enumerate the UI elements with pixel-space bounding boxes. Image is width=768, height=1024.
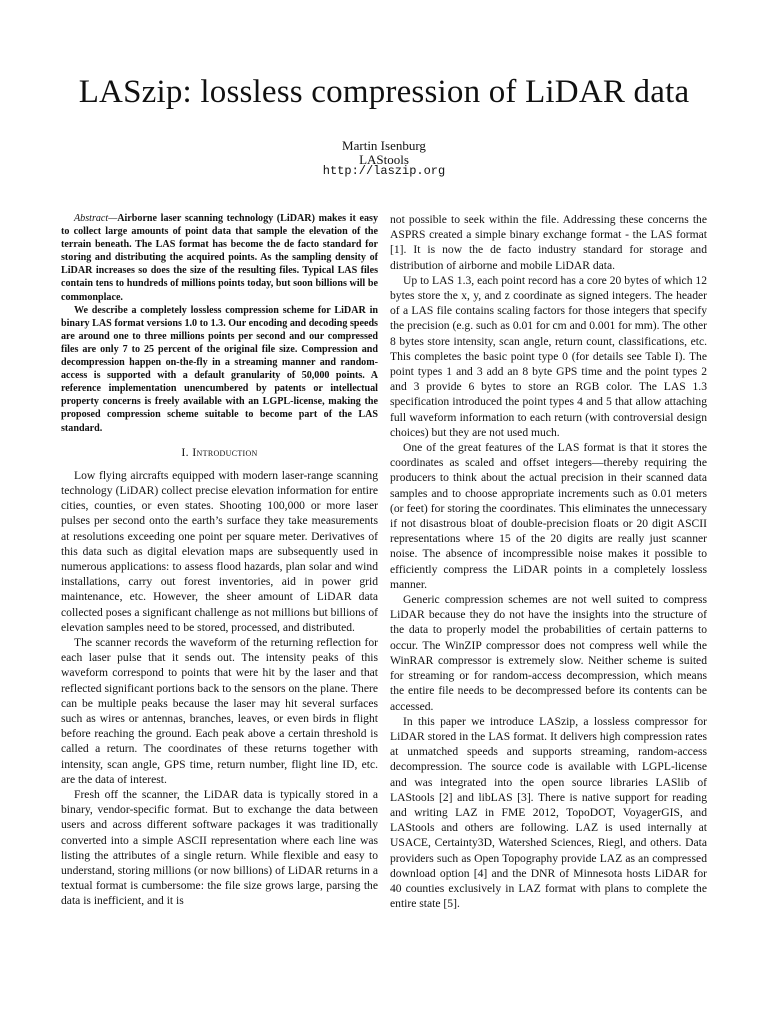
author-name: Martin Isenburg — [342, 138, 426, 153]
intro-paragraph-6: Generic compression schemes are not well suited to compress LiDAR because they do not have the insights into the structure of the data to properly model the probabilities of certain patterns to occur. The WinZIP compressor does not compress well while the WinRAR compressor is extremely slow. Neither scheme is suited for streaming or for random-access decompression, which means the entire file needs to be decompressed before its contents can be accessed. — [390, 593, 707, 713]
left-column — [61, 212, 378, 909]
intro-paragraph-1: Low flying aircrafts equipped with modern laser-range scanning technology (LiDAR) collect precise elevation information for entire cities, counties, or even states. Shooting 100,000 or more laser pulses per second onto the earth’s surface they take measurements at resolutions exceeding one point per square meter. Derivatives of this data such as digital elevation maps are subsequently used in numerous applications: to assess flood hazards, plan solar and wind installations, carry out forest inventories, aid in power grid maintenance, etc. However, the sheer amount of LiDAR data collected poses a significant challenge as not millions but billions of elevation samples need to be stored, processed, and distributed. — [61, 468, 378, 634]
section-title: Introduction — [192, 444, 258, 459]
abstract-paragraph-2: We describe a completely lossless compression scheme for LiDAR in binary LAS format versions 1.0 to 1.3. Our encoding and decoding speeds are around one to three millions points per second and our compressed files are only 7 to 25 percent of the original file size. Compression and decompression happen on-the-fly in a streaming manner and random-access is supported with a default granularity of 50,000 points. A reference implementation unencumbered by patents or intellectual property concerns is freely available with an LGPL-license, making the proposed compression scheme suitable to become part of the LAS standard. — [61, 304, 378, 434]
abstract-label: Abstract — [74, 213, 109, 224]
right-column — [390, 212, 707, 911]
abstract-paragraph-1 — [61, 212, 378, 304]
author-affiliation: LAStools — [359, 152, 409, 167]
intro-paragraph-3-continued: not possible to seek within the file. Addressing these concerns the ASPRS created a simple binary exchange format - the LAS format [1]. It is now the de facto industry standard for storage and distribution of airborne and mobile LiDAR data. — [390, 213, 707, 272]
intro-paragraph-3: Fresh off the scanner, the LiDAR data is typically stored in a binary, vendor-specific format. But to exchange the data between users and across different software packages it was traditionally converted into a simple ASCII representation where each line was listing the attributes of a single return. While flexible and easy to understand, storing millions (or now billions) of LiDAR returns in a textual format is cumbersome: the file size grows large, parsing the data is inefficient, and it is — [61, 788, 378, 908]
intro-paragraph-4: Up to LAS 1.3, each point record has a core 20 bytes of which 12 bytes store the x, y, and z coordinate as signed integers. The header of a LAS file contains scaling factors for those integers that specify the precision (e.g. such as 0.01 for cm and 0.001 for mm). The other 8 bytes store intensity, scan angle, return count, classifications, etc. This completes the basic point type 0 (for details see Table I). The point types 1 and 3 add an 8 byte GPS time and the point types 2 and 3 provide 6 bytes to store an RGB color. The LAS 1.3 specification introduced the point types 4 and 5 that allow attaching full waveform information to each return (with controversial design choices) but they are not used much. — [390, 273, 707, 439]
intro-paragraph-2: The scanner records the waveform of the returning reflection for each laser pulse that it sends out. The intensity peaks of this waveform correspond to points that were hit by the laser and that reflected significant portions back to the sensors on the plane. There can be multiple peaks because the laser may hit several surfaces such as wires or antennas, branches, leaves, or even birds in flight before reaching the ground. Each peak above a certain threshold is called a return. The coordinates of these returns together with intensity, scan angle, GPS time, return number, flight line ID, etc. are the data of interest. — [61, 636, 378, 786]
intro-paragraph-7: In this paper we introduce LASzip, a lossless compressor for LiDAR stored in the LAS format. It delivers high compression rates at unmatched speeds and supports streaming, random-access decompression. The source code is available with LGPL-license and was integrated into the open source libraries LASlib of LAStools [2] and libLAS [3]. There is native support for reading and writing LAZ in FME 2012, TopoDOT, VoyagerGIS, and LAStools and others are following. LAZ is used internally at USACE, Certainty3D, Watershed Sciences, Riegl, and others. Data providers such as Open Topography provide LAZ as an compressed download option [4] and the DNR of Minnesota hosts LiDAR for 40 counties exclusively in LAZ format with plans to complete the entire state [5]. — [390, 714, 707, 911]
section-heading-introduction — [61, 445, 378, 460]
paper-url-link[interactable]: http://laszip.org — [322, 164, 446, 178]
abstract-text-1: Airborne laser scanning technology (LiDAR) makes it easy to collect large amounts of point data that sample the elevation of the terrain beneath. The LAS format has become the de facto standard for storing and distributing the acquired points. As the sampling density of LiDAR increases so does the size of the resulting files. Typical LAS files contain tens to hundreds of millions points today, but soon billions will be commonplace. — [61, 213, 378, 303]
paper-title: LASzip: lossless compression of LiDAR data — [78, 74, 690, 110]
abstract-dash: — — [108, 213, 118, 224]
intro-paragraph-5: One of the great features of the LAS format is that it stores the coordinates as scaled and offset integers—thereby requiring the producers to think about the actual precision in their scanned data samples and to choose appropriate increments such as 0.01 meters (or feet) for storing the coordinates. This eliminates the unnecessary if not disastrous bloat of double-precision floats or 20 digit ASCII representations where 15 of the 20 digits are really just scanner noise. The absence of incompressible noise makes it possible to efficiently compress the LiDAR points in a completely lossless manner. — [390, 441, 707, 591]
section-number: I. — [181, 444, 189, 459]
